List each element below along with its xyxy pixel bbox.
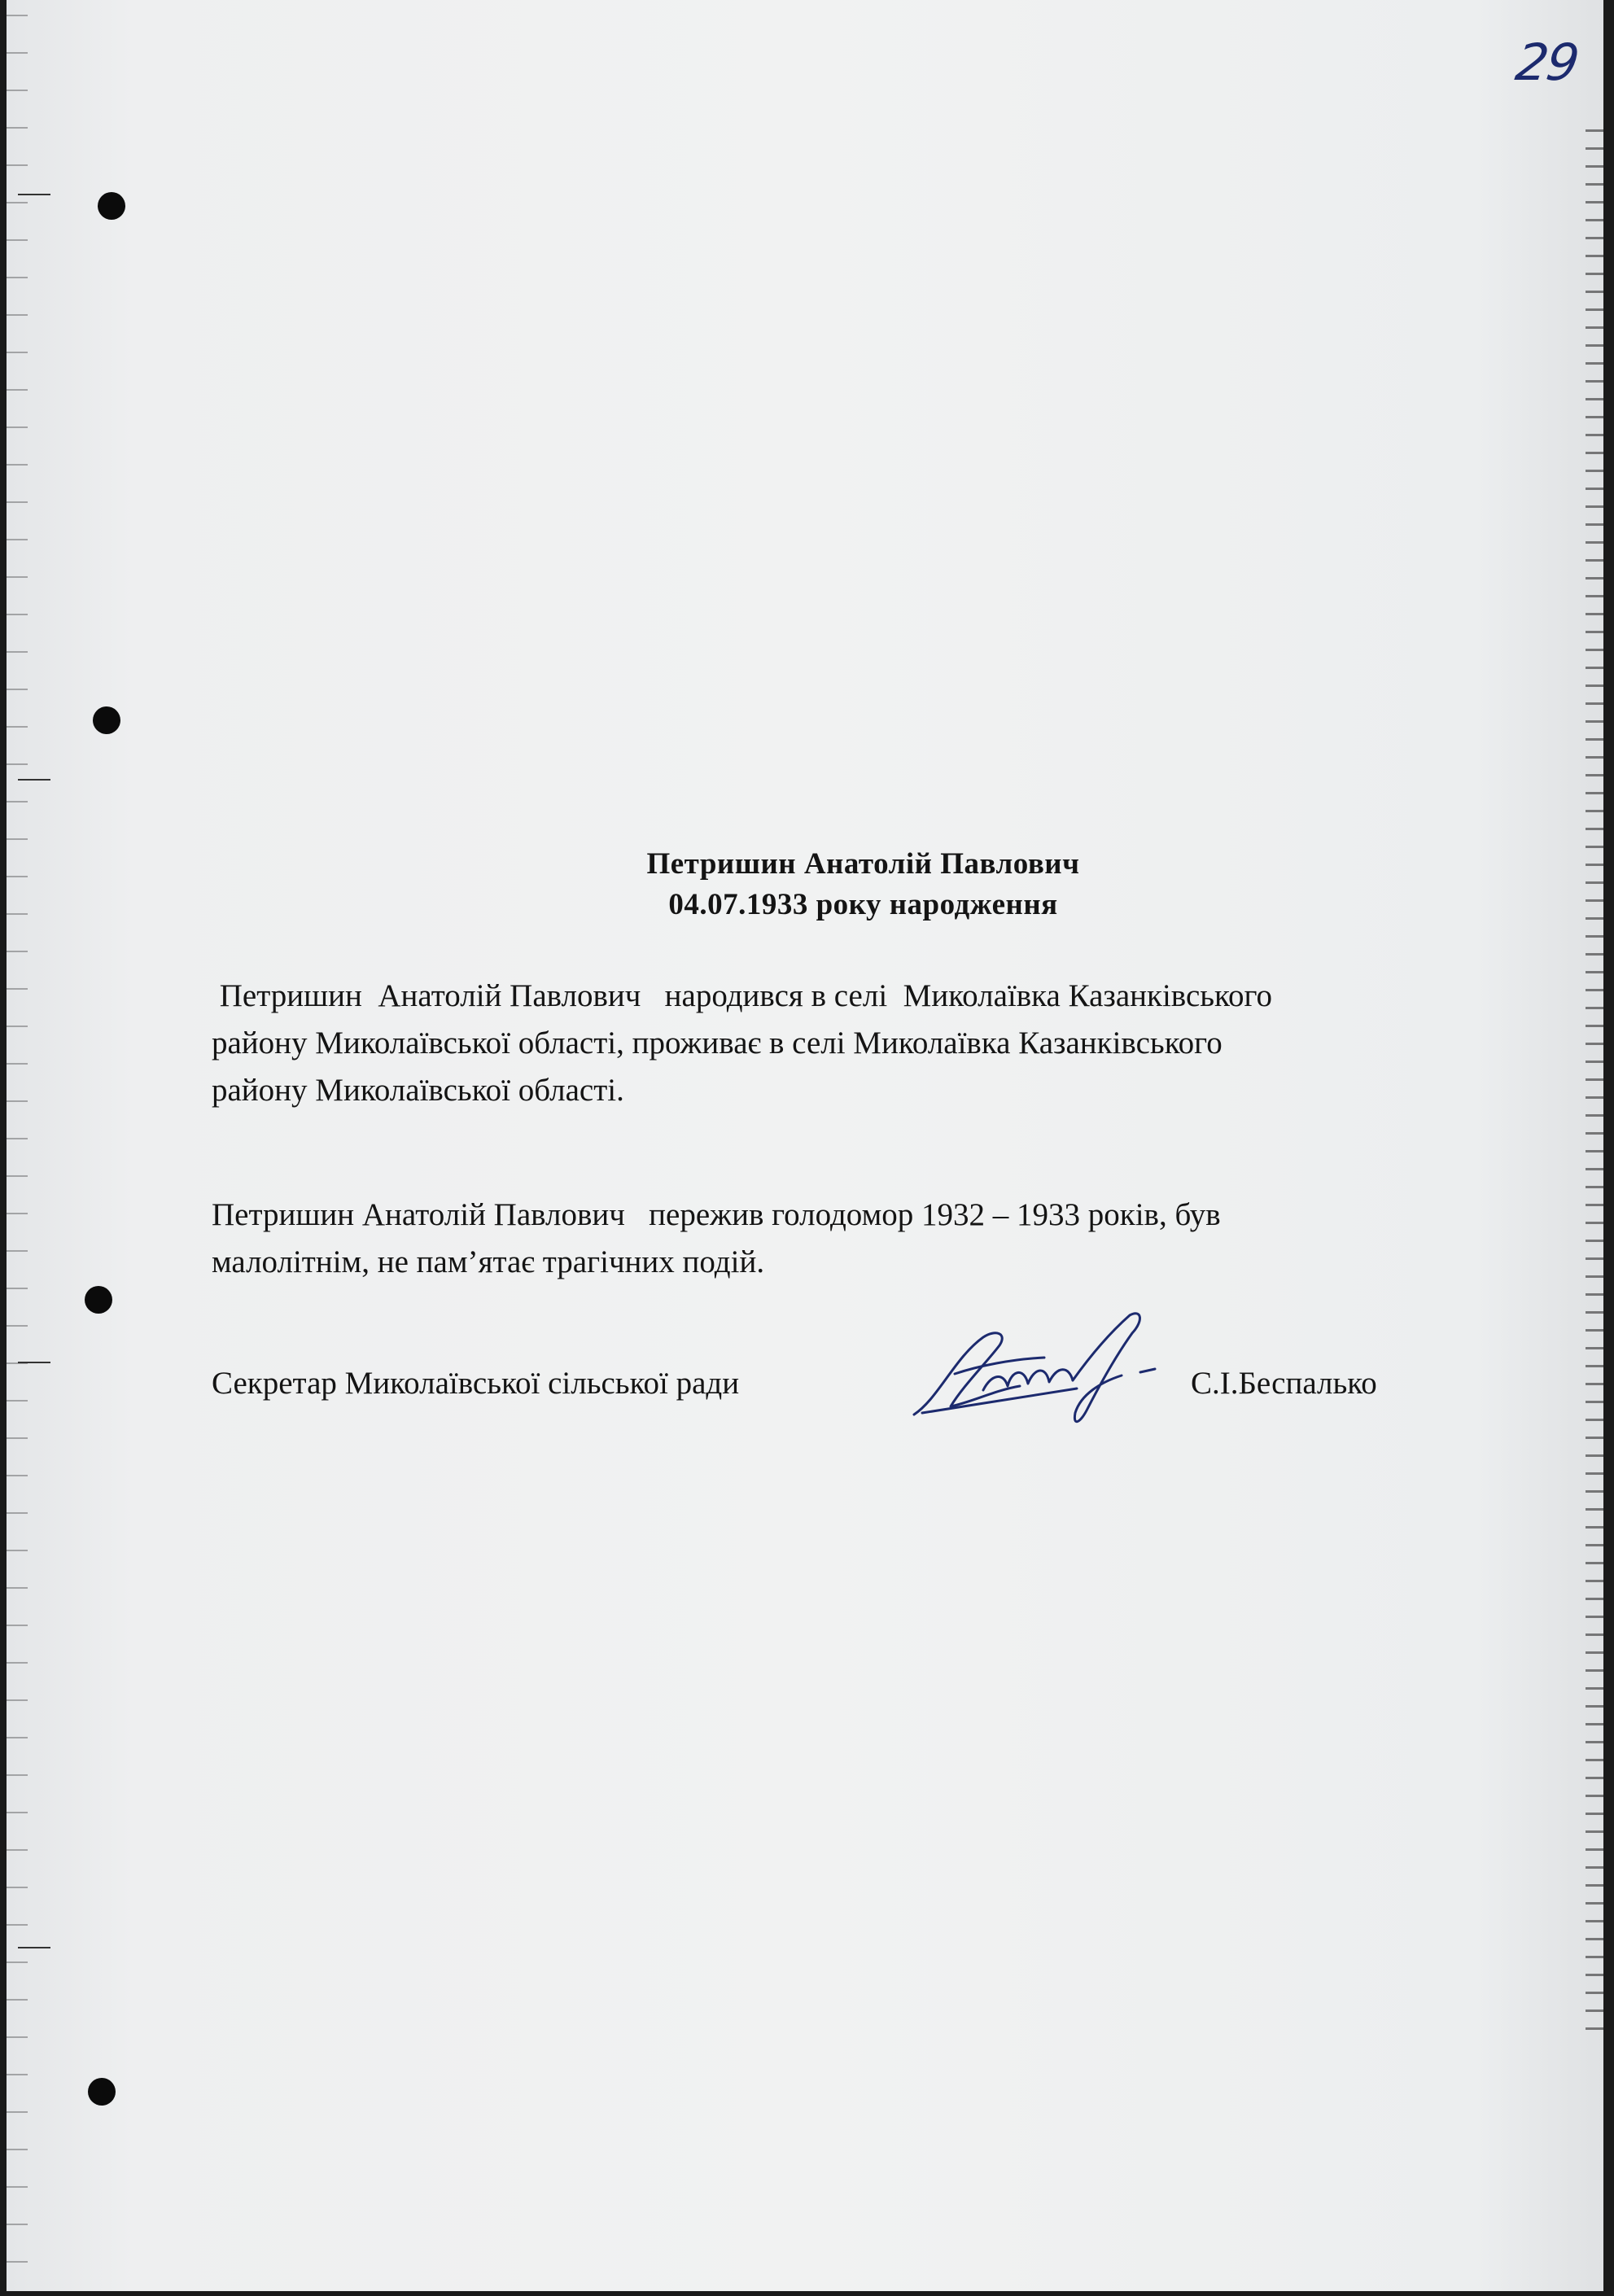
punch-hole: [88, 2078, 116, 2106]
punch-hole: [85, 1286, 112, 1314]
paragraph-line: району Миколаївської області, проживає в селі Миколаївка Казанківського: [212, 1026, 1223, 1061]
page-number: 29: [1511, 33, 1582, 92]
paragraph-line: малолітнім, не пам’ятає трагічних подій.: [212, 1244, 765, 1279]
document-title-birth-date: 04.07.1933 року народження: [668, 888, 1058, 921]
paragraph-line: Петришин Анатолій Павлович пережив голодомор 1932 – 1933 років, був: [212, 1197, 1221, 1232]
binding-tick-mark: [18, 1947, 50, 1948]
punch-hole: [93, 706, 120, 734]
paragraph-birth-residence: [212, 973, 1481, 1114]
signature-row: [212, 1365, 1432, 1414]
signatory-title: Секретар Миколаївської сільської ради: [212, 1366, 740, 1401]
binding-tick-mark: [18, 1362, 50, 1363]
document-title-name: Петришин Анатолій Павлович: [646, 847, 1080, 881]
paragraph-line: району Миколаївської області.: [212, 1073, 624, 1108]
handwritten-signature: [906, 1309, 1183, 1431]
binding-tick-mark: [18, 194, 50, 195]
document-page: [7, 0, 1603, 2291]
punch-hole: [98, 192, 125, 220]
right-scan-edge: [1586, 122, 1603, 2035]
paragraph-line: Петришин Анатолій Павлович народився в селі Миколаївка Казанківського: [212, 978, 1273, 1013]
paragraph-holodomor: [212, 1192, 1481, 1286]
signatory-name: С.І.Беспалько: [1191, 1366, 1377, 1401]
binding-tick-mark: [18, 779, 50, 781]
